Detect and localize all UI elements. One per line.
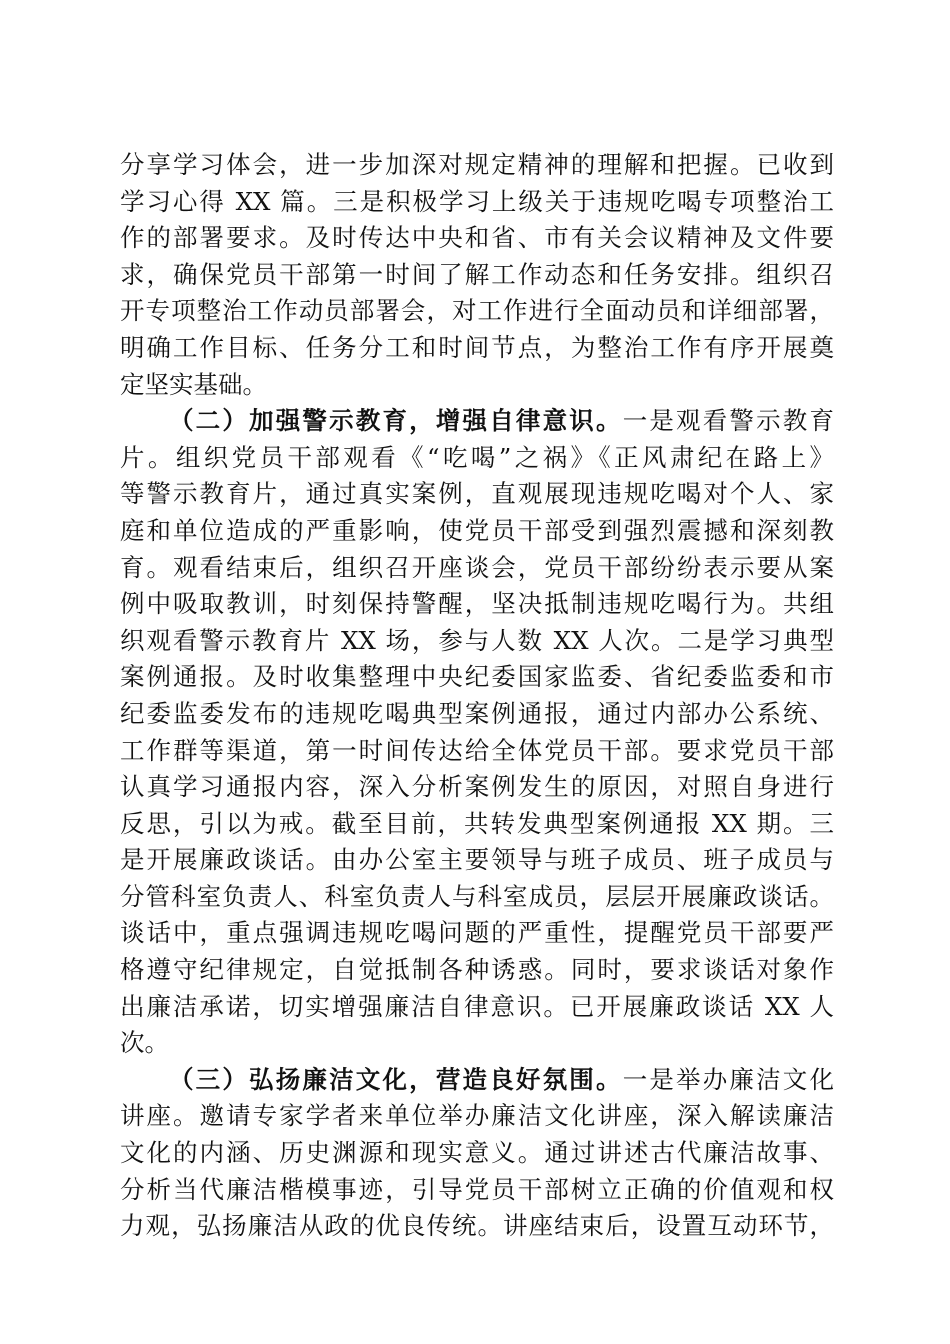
text-line: 格遵守纪律规定，自觉抵制各种诱惑。同时，要求谈话对象作 (120, 955, 834, 985)
text-fragment: 一是举办廉洁文化 (622, 1064, 834, 1094)
text-line: 定坚实基础。 (120, 369, 267, 399)
text-line: 求，确保党员干部第一时间了解工作动态和任务安排。组织召 (120, 259, 834, 289)
text-line: 文化的内涵、历史渊源和现实意义。通过讲述古代廉洁故事、 (120, 1138, 834, 1168)
section-warning-education (120, 403, 834, 1062)
section-heading: （二）加强警示教育，增强自律意识。 (169, 406, 623, 436)
text-line: 讲座。邀请专家学者来单位举办廉洁文化讲座，深入解读廉洁 (120, 1101, 834, 1131)
text-line: 工作群等渠道，第一时间传达给全体党员干部。要求党员干部 (120, 735, 834, 765)
text-line: 次。 (120, 1028, 169, 1058)
text-line: 出廉洁承诺，切实增强廉洁自律意识。已开展廉政谈话 XX 人 (120, 991, 834, 1021)
text-line: 例中吸取教训，时刻保持警醒，坚决抵制违规吃喝行为。共组 (120, 589, 834, 619)
text-line: 反思，引以为戒。截至目前，共转发典型案例通报 XX 期。三 (120, 808, 834, 838)
text-line: 分析当代廉洁楷模事迹，引导党员干部树立正确的价值观和权 (120, 1174, 834, 1204)
paragraph-continuation (120, 147, 834, 403)
text-line: 谈话中，重点强调违规吃喝问题的严重性，提醒党员干部要严 (120, 918, 834, 948)
text-line: 案例通报。及时收集整理中央纪委国家监委、省纪委监委和市 (120, 662, 834, 692)
text-line: 庭和单位造成的严重影响，使党员干部受到强烈震撼和深刻教 (120, 515, 834, 545)
text-line: 力观，弘扬廉洁从政的优良传统。讲座结束后，设置互动环节， (120, 1211, 834, 1241)
text-line: 片。组织党员干部观看《“吃喝”之祸》《正风肃纪在路上》 (120, 442, 834, 472)
text-line: 纪委监委发布的违规吃喝典型案例通报，通过内部办公系统、 (120, 698, 834, 728)
text-line: 分管科室负责人、科室负责人与科室成员，层层开展廉政谈话。 (120, 881, 834, 911)
text-line: 认真学习通报内容，深入分析案例发生的原因，对照自身进行 (120, 772, 834, 802)
section-first-line (120, 1062, 834, 1099)
text-line: 作的部署要求。及时传达中央和省、市有关会议精神及文件要 (120, 223, 834, 253)
text-line: 是开展廉政谈话。由办公室主要领导与班子成员、班子成员与 (120, 845, 834, 875)
text-fragment: 一是观看警示教育 (622, 406, 834, 436)
text-line: 学习心得 XX 篇。三是积极学习上级关于违规吃喝专项整治工 (120, 186, 834, 216)
text-line: 织观看警示教育片 XX 场，参与人数 XX 人次。二是学习典型 (120, 625, 834, 655)
text-line: 等警示教育片，通过真实案例，直观展现违规吃喝对个人、家 (120, 479, 834, 509)
section-integrity-culture (120, 1062, 834, 1245)
text-line: 开专项整治工作动员部署会，对工作进行全面动员和详细部署， (120, 296, 834, 326)
document-page (120, 147, 834, 1245)
text-line: 分享学习体会，进一步加深对规定精神的理解和把握。已收到 (120, 150, 834, 179)
text-line: 明确工作目标、任务分工和时间节点，为整治工作有序开展奠 (120, 332, 834, 362)
section-heading: （三）弘扬廉洁文化，营造良好氛围。 (169, 1064, 623, 1094)
section-first-line (120, 403, 834, 440)
text-line: 育。观看结束后，组织召开座谈会，党员干部纷纷表示要从案 (120, 552, 834, 582)
